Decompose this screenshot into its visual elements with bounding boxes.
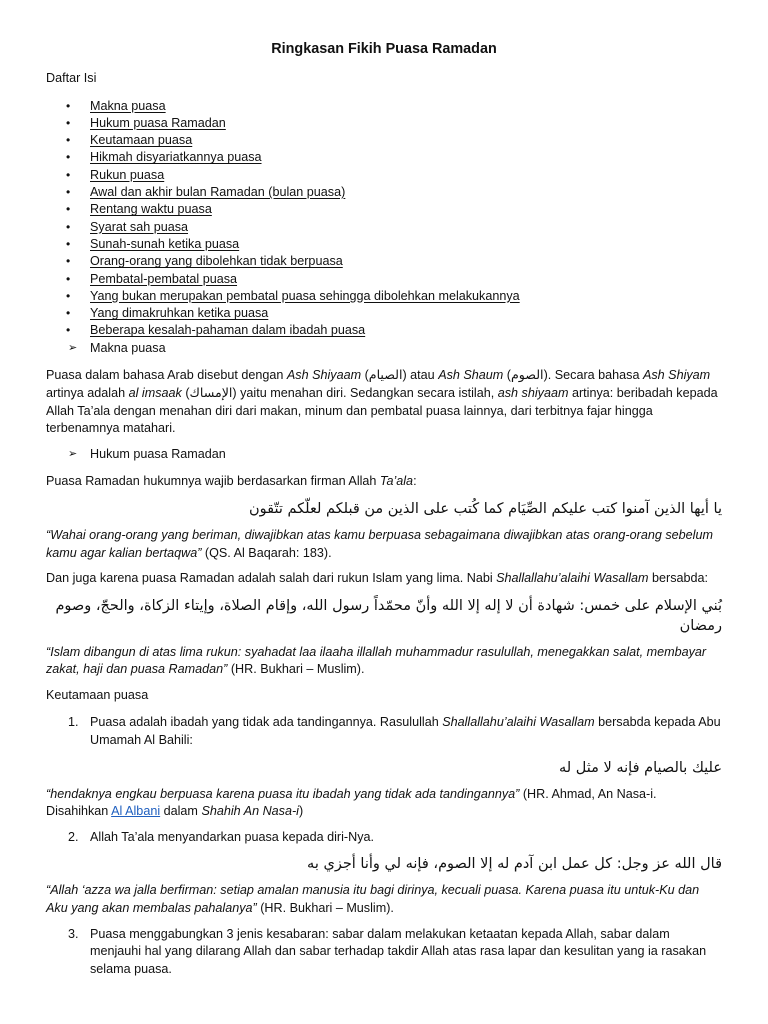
section-heading-hukum-puasa: ➢ Hukum puasa Ramadan — [46, 446, 722, 464]
toc-item[interactable]: • Sunah-sunah ketika puasa — [46, 236, 722, 253]
rukun-islam-paragraph: Dan juga karena puasa Ramadan adalah salah dari rukun Islam yang lima. Nabi Shallallahu’alaihi Wasallam bersabda: — [46, 571, 709, 586]
arabic-hadith-qudsi: قال الله عز وجل: كل عمل ابن آدم له إلا الصوم، فإنه لي وأنا أجزي به — [307, 856, 722, 873]
toc-item[interactable]: • Hukum puasa Ramadan — [46, 115, 722, 132]
translation-abu-umamah: “hendaknya engkau berpuasa karena puasa itu ibadah yang tidak ada tandingannya” (HR. Ahmad, An Nasa-i. Disahihkan Al Albani dalam Shahih An Nasa-i) — [46, 786, 657, 819]
toc-item[interactable]: • Pembatal-pembatal puasa — [46, 271, 722, 288]
toc-item[interactable]: • Syarat sah puasa — [46, 219, 722, 236]
toc-item[interactable]: • Keutamaan puasa — [46, 132, 722, 149]
list-item: 3. Puasa menggabungkan 3 jenis kesabaran: sabar dalam melakukan ketaatan kepada Allah, sabar dalam menjauhi hal yang dilarang Allah dan sabar terhadap takdir Allah atas rasa lapar dan kesulitan yang ia rasakan selama puasa. — [68, 926, 707, 976]
toc-item[interactable]: • Makna puasa — [46, 98, 722, 115]
arrow-right-icon: ➢ — [68, 341, 78, 354]
translation-baqarah: “Wahai orang-orang yang beriman, diwajibkan atas kamu berpuasa sebagaimana diwajibkan atas orang-orang sebelum kamu agar kalian bertaqwa” (QS. Al Baqarah: 183). — [46, 527, 713, 560]
makna-puasa-paragraph: Puasa dalam bahasa Arab disebut dengan Ash Shiyaam (الصيام) atau Ash Shaum (الصوم). Secara bahasa Ash Shiyam artinya adalah al imsaak (الإمساك) yaitu menahan diri. Sedangkan secara istilah, ash shiyaam artinya: beribadah kepada Allah Ta’ala dengan menahan diri dari makan, minum dan pembatal puasa lainnya, dari terbitnya fajar hingga terbenamnya matahari. — [46, 368, 718, 436]
keutamaan-list-3 — [46, 926, 722, 979]
arabic-hadith-rukun-islam: بُني الإسلام على خمس: شهادة أن لا إله إلا الله وأنّ محمّداً رسول الله، وإقام الصلاة، وإيتاء الزكاة، والحجّ، وصوم رمضان — [55, 597, 722, 634]
toc-item[interactable]: • Rentang waktu puasa — [46, 201, 722, 218]
hukum-intro: Puasa Ramadan hukumnya wajib berdasarkan firman Allah Ta’ala: — [46, 474, 417, 489]
toc-item[interactable]: • Beberapa kesalah-pahaman dalam ibadah puasa — [46, 322, 722, 339]
toc-item[interactable]: • Awal dan akhir bulan Ramadan (bulan puasa) — [46, 184, 722, 201]
toc-item[interactable]: • Rukun puasa — [46, 167, 722, 184]
list-item: 1. Puasa adalah ibadah yang tidak ada tandingannya. Rasulullah Shallallahu’alaihi Wasallam bersabda kepada Abu Umamah Al Bahili: — [68, 715, 721, 748]
list-item: 2. Allah Ta’ala menyandarkan puasa kepada diri-Nya. — [68, 829, 374, 844]
table-of-contents — [46, 98, 722, 340]
toc-item[interactable]: • Yang bukan merupakan pembatal puasa sehingga dibolehkan melakukannya — [46, 288, 722, 305]
keutamaan-list-2 — [46, 829, 722, 847]
section-heading-makna-puasa: ➢ Makna puasa — [46, 340, 722, 358]
keutamaan-list — [46, 714, 722, 749]
arabic-verse-baqarah: يا أيها الذين آمنوا كتب عليكم الصِّيَام كما كُتب على الذين من قبلكم لعلّكم تتّقون — [249, 500, 722, 517]
al-albani-link[interactable]: Al Albani — [111, 804, 161, 819]
toc-item[interactable]: • Orang-orang yang dibolehkan tidak berpuasa — [46, 253, 722, 270]
section-heading-keutamaan: Keutamaan puasa — [46, 687, 149, 702]
document-title: Ringkasan Fikih Puasa Ramadan — [271, 41, 497, 57]
translation-rukun-islam: “Islam dibangun di atas lima rukun: syahadat laa ilaaha illallah muhammadur rasulullah, menegakkan salat, membayar zakat, haji dan puasa Ramadan” (HR. Bukhari – Muslim). — [46, 644, 707, 677]
toc-item[interactable]: • Yang dimakruhkan ketika puasa — [46, 305, 722, 322]
arabic-hadith-abu-umamah: عليك بالصيام فإنه لا مثل له — [558, 759, 722, 776]
toc-item[interactable]: • Hikmah disyariatkannya puasa — [46, 149, 722, 166]
arrow-right-icon: ➢ — [68, 447, 78, 460]
translation-hadith-qudsi: “Allah ‘azza wa jalla berfirman: setiap amalan manusia itu bagi dirinya, kecuali puasa. Karena puasa itu untuk-Ku dan Aku yang akan membalas pahalanya” (HR. Bukhari – Muslim). — [46, 883, 700, 916]
toc-heading: Daftar Isi — [46, 71, 97, 85]
